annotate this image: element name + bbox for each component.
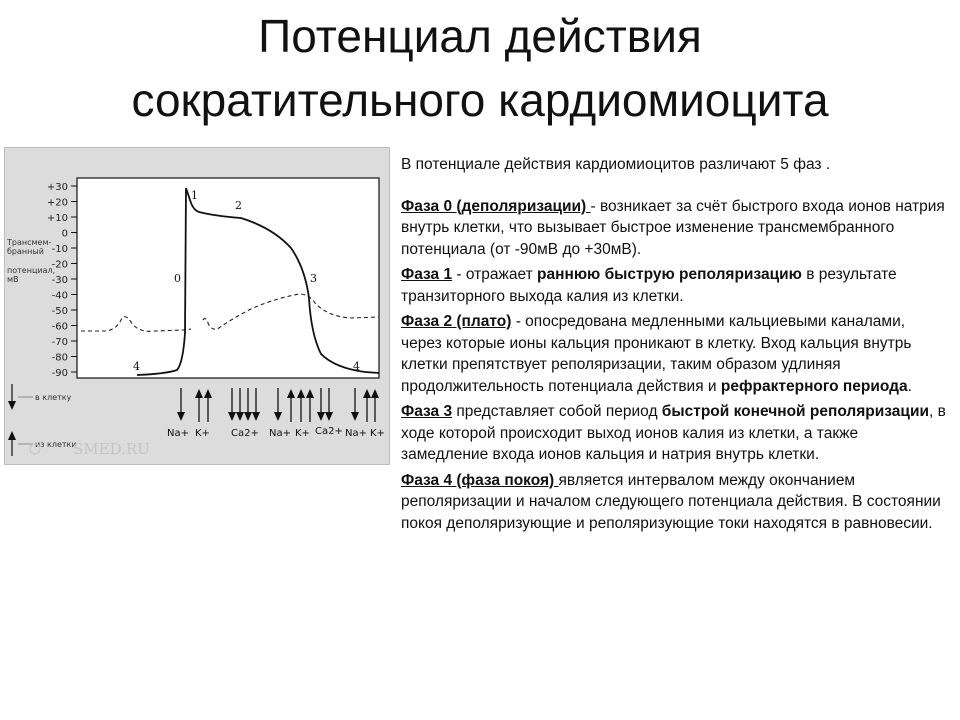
inward-current-legend (8, 384, 72, 410)
y-tick-label: -20 (51, 259, 68, 271)
y-tick-label: +10 (46, 213, 68, 224)
phase-4-text: является интервалом между окончанием реполяризации и началом следующего потенциала действия. В состоянии покоя деполяризующие и реполяризующие токи находятся в равновесии. (401, 471, 941, 532)
ion-label-na: Na+ (345, 428, 367, 439)
svg-text:бранный: бранный (7, 247, 44, 256)
phase-3-title: Фаза 3 (401, 403, 453, 420)
y-tick-label: -60 (51, 321, 68, 333)
phase-4-paragraph (401, 470, 946, 535)
phase-label-1: 1 (191, 189, 198, 202)
y-tick-label: -80 (51, 352, 68, 364)
ion-label-k: K+ (295, 428, 310, 439)
title-line-2: сократительного кардиомиоцита (131, 74, 829, 126)
phase-label-2: 2 (235, 199, 242, 212)
watermark-text: SMED.RU (73, 440, 150, 458)
phase-3-text-b: , в ходе которой происходит выход ионов калия из клетки, а также замедление входа ионов кальция и натрия внутрь клетки. (401, 403, 946, 463)
phase-label-3: 3 (310, 272, 317, 285)
y-tick-label: -30 (51, 275, 68, 286)
phase-1-title: Фаза 1 (401, 266, 453, 283)
phase-1-text-a: - отражает (452, 266, 537, 283)
outward-current-legend (8, 431, 77, 456)
phase-0-paragraph (401, 196, 946, 261)
phase-2-strong: рефрактерного периода (720, 377, 908, 395)
outward-current-label: из клетки (35, 440, 77, 449)
y-tick-label: -90 (51, 368, 68, 379)
y-tick-label: -70 (51, 337, 68, 348)
ion-label-ca: Ca2+ (315, 426, 343, 437)
action-potential-diagram (5, 148, 391, 466)
phase-label-4-right: 4 (353, 360, 360, 373)
ion-label-na: Na+ (269, 428, 291, 439)
phase-2-paragraph (401, 311, 946, 397)
phase-2-title: Фаза 2 (плато) (401, 313, 512, 330)
phase-3-paragraph (401, 401, 946, 466)
phase-1-text-b: в результате транзиторного выхода калия из клетки. (401, 266, 897, 305)
inward-current-label: в клетку (35, 393, 72, 402)
phase-0-title: Фаза 0 (деполяризации) (401, 197, 591, 215)
phase-1-paragraph (401, 264, 946, 307)
phase-label-0: 0 (174, 272, 181, 285)
svg-text:потенциал,: потенциал, (7, 266, 56, 275)
y-axis-label (6, 238, 55, 284)
y-tick-label: -50 (51, 306, 68, 317)
intro-text: В потенциале действия кардиомиоцитов различают 5 фаз . (401, 156, 831, 173)
ion-label-na: Na+ (167, 428, 189, 439)
y-axis (71, 186, 77, 372)
plot-area (77, 178, 379, 378)
phase-2-text-b: . (907, 377, 912, 395)
action-potential-figure (4, 147, 390, 465)
y-tick-label: -40 (51, 290, 68, 302)
phase-2-text-a: - опосредована медленными кальциевыми каналами, через которые ионы кальция проникают в клетку. Вход кальция внутрь клетки препятствует реполяризации, таким образом удлиняя продолжительность потенциала действия и (401, 313, 912, 395)
ion-label-k: K+ (195, 428, 210, 439)
y-tick-label: +20 (46, 197, 68, 209)
phase-3-strong: быстрой конечной реполяризации (661, 403, 929, 420)
phase-0-text: - возникает за счёт быстрого входа ионов натрия внутрь клетки, что вызывает быстрое изменение трансмембранного потенциала (от -90мВ до +30мВ). (401, 197, 945, 258)
phase-4-title: Фаза 4 (фаза покоя) (401, 471, 559, 489)
phase-1-strong: раннюю быструю реполяризацию (537, 266, 802, 283)
svg-text:мВ: мВ (7, 275, 19, 284)
y-tick-label: -10 (51, 244, 68, 255)
y-tick-label: +30 (46, 182, 68, 193)
page-title (0, 4, 960, 132)
title-line-1: Потенциал действия (258, 10, 702, 62)
svg-text:Трансмем-: Трансмем- (7, 238, 52, 247)
phase-3-text-a: представляет собой период (452, 403, 662, 420)
description-text (401, 154, 946, 538)
y-tick-label: 0 (61, 228, 68, 240)
phase-label-4-left: 4 (133, 360, 140, 373)
ion-arrows (177, 388, 379, 422)
ion-label-k: K+ (370, 428, 385, 439)
ion-label-ca: Ca2+ (231, 428, 259, 439)
